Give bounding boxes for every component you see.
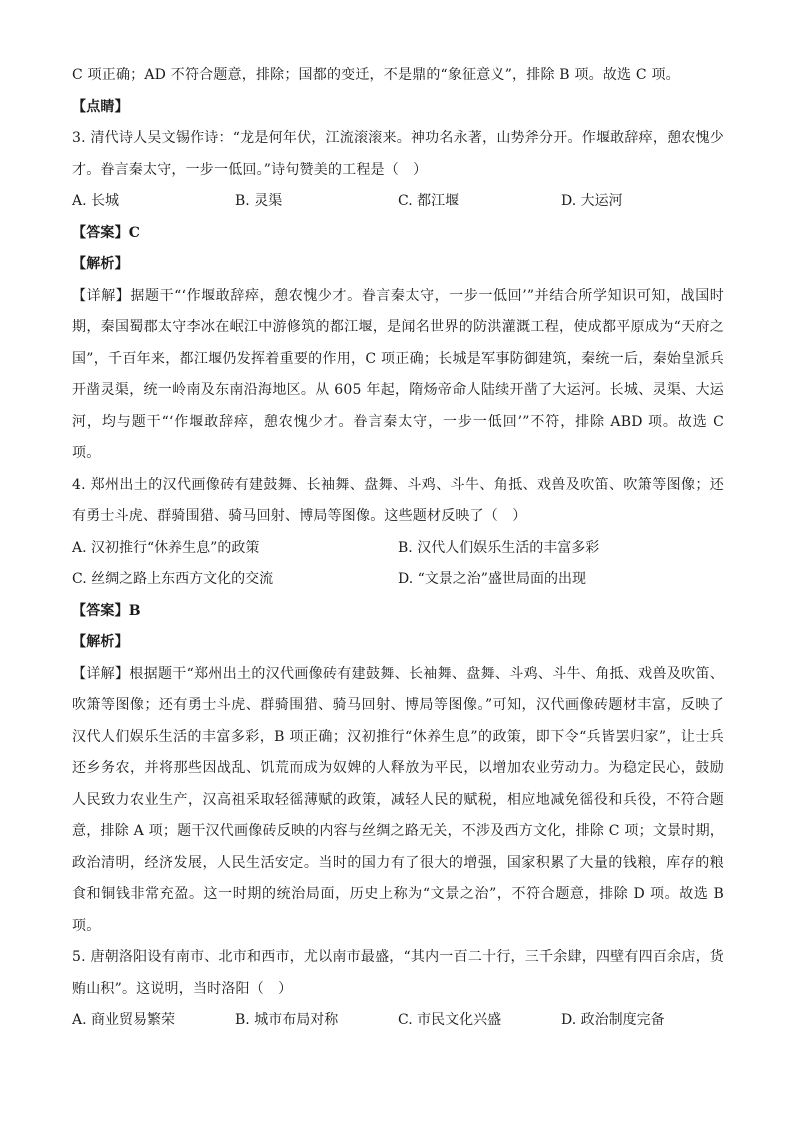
answer-option: B. 城市布局对称 <box>235 1012 339 1028</box>
answer-option: C. 市民文化兴盛 <box>398 1012 502 1028</box>
answer-option: D. 政治制度完备 <box>561 1012 665 1028</box>
section-label: 【解析】 <box>72 256 129 272</box>
answer-option: D. 大运河 <box>561 193 623 209</box>
answer-option: A. 汉初推行“休养生息”的政策 <box>72 539 260 556</box>
answer-option: B. 灵渠 <box>235 193 283 209</box>
section-label: 【点睛】 <box>72 98 129 115</box>
answer-option: B. 汉代人们娱乐生活的丰富多彩 <box>398 539 600 556</box>
document-body <box>72 60 724 1037</box>
answer-option: C. 都江堰 <box>398 193 460 209</box>
answer-options <box>72 186 724 218</box>
answer-option: D. “文景之治”盛世局面的出现 <box>398 571 586 587</box>
text-paragraph: 3. 清代诗人吴文锡作诗：“龙是何年伏，江流滚滚来。神功名永著，山势斧分开。作堰敢辞瘁，憩农愧少才。眷言秦太守，一步一低回。”诗句赞美的工程是（ ） <box>72 130 724 178</box>
section-label: 【答案】B <box>72 602 141 619</box>
text-paragraph: 【详解】根据题干“郑州出土的汉代画像砖有建鼓舞、长袖舞、盘舞、斗鸡、斗牛、角抵、戏兽及吹笛、吹箫等图像；还有勇士斗虎、群骑围猎、骑马回射、博局等图像。”可知，汉代画像砖题材丰富，反映了汉代人们娱乐生活的丰富多彩，B 项正确；汉初推行“休养生息”的政策，即下令“兵皆罢归家”，让士兵还乡务农，并将那些因战乱、饥荒而成为奴婢的人释放为平民，以增加农业劳动力。为稳定民心，鼓励人民致力农业生产，汉高祖采取轻徭薄赋的政策，减轻人民的赋税，相应地减免徭役和兵役，不符合题意，排除 A 项；题干汉代画像砖反映的内容与丝绸之路无关，不涉及西方文化，排除 C 项；文景时期，政治清明，经济发展，人民生活安定。当时的国力有了很大的增强，国家积累了大量的钱粮，库存的粮食和铜钱非常充盈。这一时期的统治局面，历史上称为“文景之治”，不符合题意，排除 D 项。故选 B 项。 <box>72 665 724 934</box>
section-label: 【解析】 <box>72 634 129 650</box>
text-paragraph: C 项正确；AD 不符合题意，排除；国都的变迁，不是鼎的“象征意义”，排除 B 项。故选 C 项。 <box>72 67 680 83</box>
answer-options <box>72 533 724 565</box>
answer-option: A. 长城 <box>72 193 120 209</box>
text-paragraph: 【详解】据题干“‘作堰敢辞瘁，憩农愧少才。眷言秦太守，一步一低回’”并结合所学知识可知，战国时期，秦国蜀郡太守李冰在岷江中游修筑的都江堰，是闻名世界的防洪灌溉工程，使成都平原成为“天府之国”，千百年来，都江堰仍发挥着重要的作用，C 项正确；长城是军事防御建筑，秦统一后，秦始皇派兵开凿灵渠，统一岭南及东南沿海地区。从 605 年起，隋炀帝命人陆续开凿了大运河。长城、灵渠、大运河，均与题干“‘作堰敢辞瘁，憩农愧少才。眷言秦太守，一步一低回’”不符，排除 ABD 项。故选 C 项。 <box>72 287 724 461</box>
section-label: 【答案】C <box>72 224 141 241</box>
answer-options <box>72 1005 724 1037</box>
text-paragraph: 5. 唐朝洛阳设有南市、北市和西市，尤以南市最盛，“其内一百二十行，三千余肆，四壁有四百余店，货贿山积”。这说明，当时洛阳（ ） <box>72 949 724 997</box>
text-paragraph: 4. 郑州出土的汉代画像砖有建鼓舞、长袖舞、盘舞、斗鸡、斗牛、角抵、戏兽及吹笛、吹箫等图像；还有勇士斗虎、群骑围猎、骑马回射、博局等图像。这些题材反映了（ ） <box>72 476 724 524</box>
answer-options <box>72 564 724 596</box>
answer-option: A. 商业贸易繁荣 <box>72 1012 176 1028</box>
answer-option: C. 丝绸之路上东西方文化的交流 <box>72 571 274 587</box>
